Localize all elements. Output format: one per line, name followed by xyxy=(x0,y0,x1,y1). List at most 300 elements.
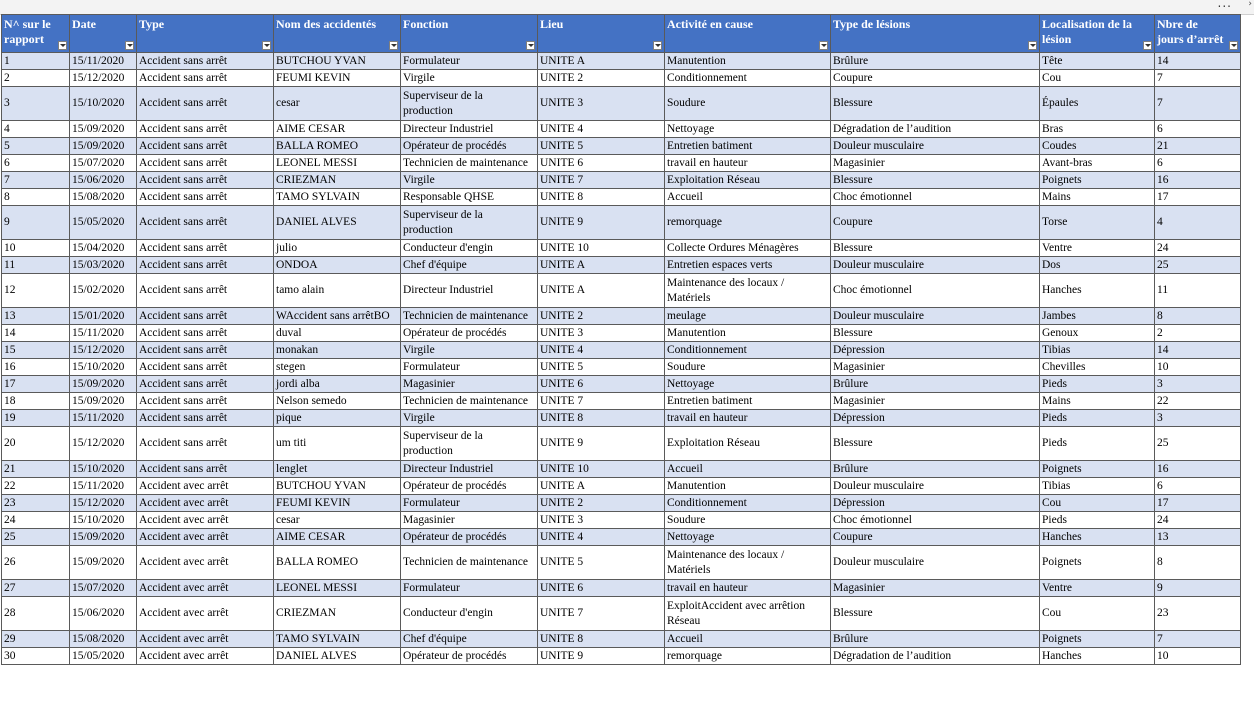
table-cell[interactable]: Accident sans arrêt xyxy=(137,240,274,257)
table-cell[interactable]: Virgile xyxy=(401,342,538,359)
table-cell[interactable]: Poignets xyxy=(1040,546,1155,580)
table-cell[interactable]: Douleur musculaire xyxy=(831,478,1040,495)
table-cell[interactable]: Maintenance des locaux / Matériels xyxy=(665,274,831,308)
table-cell[interactable]: Blessure xyxy=(831,325,1040,342)
table-cell[interactable]: stegen xyxy=(274,359,401,376)
table-cell[interactable]: Opérateur de procédés xyxy=(401,529,538,546)
table-cell[interactable]: 14 xyxy=(2,325,70,342)
table-cell[interactable]: UNITE 10 xyxy=(538,240,665,257)
table-cell[interactable]: Blessure xyxy=(831,172,1040,189)
table-cell[interactable]: Épaules xyxy=(1040,87,1155,121)
table-cell[interactable]: Cou xyxy=(1040,597,1155,631)
table-cell[interactable]: 15/09/2020 xyxy=(70,546,137,580)
table-cell[interactable]: UNITE 9 xyxy=(538,427,665,461)
table-cell[interactable]: Opérateur de procédés xyxy=(401,478,538,495)
table-cell[interactable]: Blessure xyxy=(831,597,1040,631)
table-cell[interactable]: 2 xyxy=(2,70,70,87)
table-cell[interactable]: 15/06/2020 xyxy=(70,172,137,189)
table-cell[interactable]: Entretien batiment xyxy=(665,138,831,155)
table-cell[interactable]: Dégradation de l’audition xyxy=(831,648,1040,665)
table-cell[interactable]: BALLA ROMEO xyxy=(274,546,401,580)
table-cell[interactable]: DANIEL ALVES xyxy=(274,648,401,665)
table-cell[interactable]: Conditionnement xyxy=(665,342,831,359)
table-cell[interactable]: 13 xyxy=(1155,529,1241,546)
table-cell[interactable]: Pieds xyxy=(1040,427,1155,461)
table-cell[interactable]: Accident sans arrêt xyxy=(137,410,274,427)
table-cell[interactable]: Jambes xyxy=(1040,308,1155,325)
table-cell[interactable]: 7 xyxy=(1155,87,1241,121)
table-cell[interactable]: CRIEZMAN xyxy=(274,172,401,189)
table-cell[interactable]: BUTCHOU YVAN xyxy=(274,53,401,70)
table-cell[interactable]: 21 xyxy=(1155,138,1241,155)
table-cell[interactable]: Bras xyxy=(1040,121,1155,138)
table-cell[interactable]: Magasinier xyxy=(401,512,538,529)
table-cell[interactable]: 25 xyxy=(2,529,70,546)
table-cell[interactable]: Magasinier xyxy=(401,376,538,393)
table-cell[interactable]: Accident sans arrêt xyxy=(137,342,274,359)
table-cell[interactable]: 7 xyxy=(1155,70,1241,87)
table-cell[interactable]: Brûlure xyxy=(831,376,1040,393)
table-cell[interactable]: 21 xyxy=(2,461,70,478)
table-cell[interactable]: UNITE 3 xyxy=(538,512,665,529)
table-cell[interactable]: 15/05/2020 xyxy=(70,648,137,665)
table-cell[interactable]: DANIEL ALVES xyxy=(274,206,401,240)
table-cell[interactable]: Douleur musculaire xyxy=(831,138,1040,155)
table-cell[interactable]: 24 xyxy=(2,512,70,529)
table-cell[interactable]: Superviseur de la production xyxy=(401,87,538,121)
table-cell[interactable]: Accident avec arrêt xyxy=(137,648,274,665)
table-cell[interactable]: Superviseur de la production xyxy=(401,206,538,240)
table-cell[interactable]: Accident sans arrêt xyxy=(137,189,274,206)
table-cell[interactable]: 15/03/2020 xyxy=(70,257,137,274)
table-cell[interactable]: UNITE 5 xyxy=(538,359,665,376)
table-cell[interactable]: Nettoyage xyxy=(665,529,831,546)
table-cell[interactable]: duval xyxy=(274,325,401,342)
table-cell[interactable]: UNITE 9 xyxy=(538,648,665,665)
table-cell[interactable]: 8 xyxy=(1155,546,1241,580)
table-cell[interactable]: 15/09/2020 xyxy=(70,393,137,410)
table-cell[interactable]: Accident sans arrêt xyxy=(137,155,274,172)
table-cell[interactable]: 16 xyxy=(2,359,70,376)
table-cell[interactable]: UNITE 8 xyxy=(538,410,665,427)
filter-dropdown-icon[interactable] xyxy=(389,41,398,50)
table-cell[interactable]: 15/12/2020 xyxy=(70,427,137,461)
table-cell[interactable]: Virgile xyxy=(401,70,538,87)
table-cell[interactable]: LEONEL MESSI xyxy=(274,580,401,597)
table-cell[interactable]: Pieds xyxy=(1040,410,1155,427)
table-cell[interactable]: Coupure xyxy=(831,529,1040,546)
table-cell[interactable]: Accident sans arrêt xyxy=(137,257,274,274)
table-cell[interactable]: Cou xyxy=(1040,70,1155,87)
table-cell[interactable]: 8 xyxy=(1155,308,1241,325)
filter-dropdown-icon[interactable] xyxy=(1028,41,1037,50)
table-cell[interactable]: CRIEZMAN xyxy=(274,597,401,631)
table-cell[interactable]: Nelson semedo xyxy=(274,393,401,410)
table-cell[interactable]: UNITE 6 xyxy=(538,580,665,597)
table-cell[interactable]: 15/10/2020 xyxy=(70,359,137,376)
table-cell[interactable]: Nettoyage xyxy=(665,121,831,138)
table-cell[interactable]: Accident avec arrêt xyxy=(137,580,274,597)
table-cell[interactable]: 15/11/2020 xyxy=(70,325,137,342)
table-cell[interactable]: Coupure xyxy=(831,70,1040,87)
table-cell[interactable]: Formulateur xyxy=(401,53,538,70)
table-cell[interactable]: julio xyxy=(274,240,401,257)
table-cell[interactable]: travail en hauteur xyxy=(665,410,831,427)
table-cell[interactable]: UNITE 7 xyxy=(538,393,665,410)
table-cell[interactable]: Magasinier xyxy=(831,359,1040,376)
table-cell[interactable]: 8 xyxy=(2,189,70,206)
table-cell[interactable]: Choc émotionnel xyxy=(831,512,1040,529)
table-cell[interactable]: Mains xyxy=(1040,189,1155,206)
table-cell[interactable]: UNITE 9 xyxy=(538,206,665,240)
table-cell[interactable]: Conditionnement xyxy=(665,495,831,512)
table-cell[interactable]: Brûlure xyxy=(831,53,1040,70)
table-cell[interactable]: Chef d'équipe xyxy=(401,257,538,274)
table-cell[interactable]: remorquage xyxy=(665,206,831,240)
table-cell[interactable]: Dos xyxy=(1040,257,1155,274)
table-cell[interactable]: Ventre xyxy=(1040,240,1155,257)
table-cell[interactable]: Accident avec arrêt xyxy=(137,495,274,512)
table-cell[interactable]: Accident avec arrêt xyxy=(137,597,274,631)
table-cell[interactable]: Poignets xyxy=(1040,172,1155,189)
table-cell[interactable]: 25 xyxy=(1155,257,1241,274)
table-cell[interactable]: Directeur Industriel xyxy=(401,274,538,308)
table-cell[interactable]: 17 xyxy=(2,376,70,393)
table-cell[interactable]: 15/12/2020 xyxy=(70,70,137,87)
table-cell[interactable]: Chef d'équipe xyxy=(401,631,538,648)
table-cell[interactable]: Tibias xyxy=(1040,342,1155,359)
table-cell[interactable]: Accident sans arrêt xyxy=(137,53,274,70)
table-cell[interactable]: 15/09/2020 xyxy=(70,529,137,546)
table-cell[interactable]: 17 xyxy=(1155,495,1241,512)
table-cell[interactable]: 26 xyxy=(2,546,70,580)
table-cell[interactable]: UNITE 7 xyxy=(538,172,665,189)
table-cell[interactable]: 15/10/2020 xyxy=(70,461,137,478)
table-cell[interactable]: 10 xyxy=(1155,648,1241,665)
table-cell[interactable]: Avant-bras xyxy=(1040,155,1155,172)
table-cell[interactable]: travail en hauteur xyxy=(665,580,831,597)
table-cell[interactable]: 10 xyxy=(1155,359,1241,376)
table-cell[interactable]: Accident sans arrêt xyxy=(137,427,274,461)
table-cell[interactable]: Accident avec arrêt xyxy=(137,478,274,495)
table-cell[interactable]: Soudure xyxy=(665,87,831,121)
table-cell[interactable]: cesar xyxy=(274,512,401,529)
table-cell[interactable]: UNITE A xyxy=(538,53,665,70)
table-cell[interactable]: Genoux xyxy=(1040,325,1155,342)
scroll-right-icon[interactable]: › xyxy=(1248,0,1252,9)
table-cell[interactable]: Formulateur xyxy=(401,580,538,597)
filter-dropdown-icon[interactable] xyxy=(125,41,134,50)
table-cell[interactable]: 28 xyxy=(2,597,70,631)
table-cell[interactable]: Accident sans arrêt xyxy=(137,138,274,155)
table-cell[interactable]: BUTCHOU YVAN xyxy=(274,478,401,495)
filter-dropdown-icon[interactable] xyxy=(526,41,535,50)
table-cell[interactable]: Conducteur d'engin xyxy=(401,240,538,257)
table-cell[interactable]: Formulateur xyxy=(401,495,538,512)
filter-dropdown-icon[interactable] xyxy=(819,41,828,50)
table-cell[interactable]: 3 xyxy=(1155,376,1241,393)
table-cell[interactable]: 15/01/2020 xyxy=(70,308,137,325)
table-cell[interactable]: 15/10/2020 xyxy=(70,512,137,529)
table-cell[interactable]: Douleur musculaire xyxy=(831,546,1040,580)
table-cell[interactable]: 22 xyxy=(2,478,70,495)
filter-dropdown-icon[interactable] xyxy=(262,41,271,50)
filter-dropdown-icon[interactable] xyxy=(1229,41,1238,50)
table-cell[interactable]: Poignets xyxy=(1040,461,1155,478)
table-cell[interactable]: Soudure xyxy=(665,512,831,529)
table-cell[interactable]: Douleur musculaire xyxy=(831,257,1040,274)
table-cell[interactable]: Maintenance des locaux / Matériels xyxy=(665,546,831,580)
table-cell[interactable]: Magasinier xyxy=(831,155,1040,172)
table-cell[interactable]: Tête xyxy=(1040,53,1155,70)
table-cell[interactable]: Nettoyage xyxy=(665,376,831,393)
more-options-icon[interactable]: ... xyxy=(1217,0,1232,10)
table-cell[interactable]: FEUMI KEVIN xyxy=(274,495,401,512)
table-cell[interactable]: Accident avec arrêt xyxy=(137,512,274,529)
table-cell[interactable]: Douleur musculaire xyxy=(831,308,1040,325)
table-cell[interactable]: UNITE A xyxy=(538,274,665,308)
table-cell[interactable]: 15/10/2020 xyxy=(70,87,137,121)
table-cell[interactable]: Magasinier xyxy=(831,580,1040,597)
table-cell[interactable]: Dépression xyxy=(831,410,1040,427)
table-cell[interactable]: 9 xyxy=(2,206,70,240)
table-cell[interactable]: Technicien de maintenance xyxy=(401,393,538,410)
table-cell[interactable]: Pieds xyxy=(1040,376,1155,393)
table-cell[interactable]: 15/12/2020 xyxy=(70,495,137,512)
table-cell[interactable]: 15/11/2020 xyxy=(70,53,137,70)
table-cell[interactable]: Mains xyxy=(1040,393,1155,410)
table-cell[interactable]: 3 xyxy=(1155,410,1241,427)
table-cell[interactable]: Brûlure xyxy=(831,631,1040,648)
table-cell[interactable]: Accident avec arrêt xyxy=(137,546,274,580)
table-cell[interactable]: Dépression xyxy=(831,342,1040,359)
table-cell[interactable]: Hanches xyxy=(1040,529,1155,546)
table-cell[interactable]: Exploitation Réseau xyxy=(665,172,831,189)
table-cell[interactable]: Directeur Industriel xyxy=(401,461,538,478)
table-cell[interactable]: Directeur Industriel xyxy=(401,121,538,138)
table-cell[interactable]: WAccident sans arrêtBO xyxy=(274,308,401,325)
table-cell[interactable]: Opérateur de procédés xyxy=(401,138,538,155)
table-cell[interactable]: UNITE 4 xyxy=(538,342,665,359)
table-cell[interactable]: ONDOA xyxy=(274,257,401,274)
table-cell[interactable]: 25 xyxy=(1155,427,1241,461)
table-cell[interactable]: 15/07/2020 xyxy=(70,580,137,597)
table-cell[interactable]: Manutention xyxy=(665,478,831,495)
table-cell[interactable]: UNITE 5 xyxy=(538,138,665,155)
table-cell[interactable]: Technicien de maintenance xyxy=(401,308,538,325)
table-cell[interactable]: 6 xyxy=(1155,478,1241,495)
table-cell[interactable]: Choc émotionnel xyxy=(831,274,1040,308)
table-cell[interactable]: 15 xyxy=(2,342,70,359)
table-cell[interactable]: 15/12/2020 xyxy=(70,342,137,359)
table-cell[interactable]: 15/08/2020 xyxy=(70,189,137,206)
table-cell[interactable]: UNITE 3 xyxy=(538,325,665,342)
table-cell[interactable]: 15/05/2020 xyxy=(70,206,137,240)
table-cell[interactable]: Accident sans arrêt xyxy=(137,87,274,121)
table-cell[interactable]: 15/11/2020 xyxy=(70,478,137,495)
table-cell[interactable]: Dépression xyxy=(831,495,1040,512)
table-cell[interactable]: TAMO SYLVAIN xyxy=(274,189,401,206)
table-cell[interactable]: tamo alain xyxy=(274,274,401,308)
table-cell[interactable]: 11 xyxy=(2,257,70,274)
table-cell[interactable]: UNITE A xyxy=(538,257,665,274)
table-cell[interactable]: Accident sans arrêt xyxy=(137,206,274,240)
filter-dropdown-icon[interactable] xyxy=(653,41,662,50)
table-cell[interactable]: 24 xyxy=(1155,240,1241,257)
filter-dropdown-icon[interactable] xyxy=(1143,41,1152,50)
table-cell[interactable]: Ventre xyxy=(1040,580,1155,597)
table-cell[interactable]: 18 xyxy=(2,393,70,410)
table-cell[interactable]: Hanches xyxy=(1040,648,1155,665)
table-cell[interactable]: UNITE 7 xyxy=(538,597,665,631)
table-cell[interactable]: 15/06/2020 xyxy=(70,597,137,631)
table-cell[interactable]: monakan xyxy=(274,342,401,359)
table-cell[interactable]: Blessure xyxy=(831,87,1040,121)
table-cell[interactable]: UNITE 2 xyxy=(538,308,665,325)
table-cell[interactable]: Collecte Ordures Ménagères xyxy=(665,240,831,257)
table-cell[interactable]: travail en hauteur xyxy=(665,155,831,172)
table-cell[interactable]: 22 xyxy=(1155,393,1241,410)
table-cell[interactable]: Virgile xyxy=(401,172,538,189)
table-cell[interactable]: 15/09/2020 xyxy=(70,121,137,138)
table-cell[interactable]: UNITE 6 xyxy=(538,155,665,172)
table-cell[interactable]: Poignets xyxy=(1040,631,1155,648)
table-cell[interactable]: UNITE 5 xyxy=(538,546,665,580)
table-cell[interactable]: 16 xyxy=(1155,172,1241,189)
table-cell[interactable]: UNITE 4 xyxy=(538,529,665,546)
table-cell[interactable]: Chevilles xyxy=(1040,359,1155,376)
table-cell[interactable]: AIME CESAR xyxy=(274,121,401,138)
table-cell[interactable]: 20 xyxy=(2,427,70,461)
table-cell[interactable]: 1 xyxy=(2,53,70,70)
table-cell[interactable]: Manutention xyxy=(665,325,831,342)
table-cell[interactable]: 15/09/2020 xyxy=(70,376,137,393)
table-cell[interactable]: Accident avec arrêt xyxy=(137,529,274,546)
table-cell[interactable]: Responsable QHSE xyxy=(401,189,538,206)
table-cell[interactable]: Accident sans arrêt xyxy=(137,359,274,376)
table-cell[interactable]: Opérateur de procédés xyxy=(401,325,538,342)
table-cell[interactable]: 5 xyxy=(2,138,70,155)
filter-dropdown-icon[interactable] xyxy=(58,41,67,50)
table-cell[interactable]: 19 xyxy=(2,410,70,427)
table-cell[interactable]: Conditionnement xyxy=(665,70,831,87)
table-cell[interactable]: 30 xyxy=(2,648,70,665)
table-cell[interactable]: 7 xyxy=(1155,631,1241,648)
table-cell[interactable]: 2 xyxy=(1155,325,1241,342)
table-cell[interactable]: Superviseur de la production xyxy=(401,427,538,461)
table-cell[interactable]: 27 xyxy=(2,580,70,597)
table-cell[interactable]: UNITE 4 xyxy=(538,121,665,138)
table-cell[interactable]: AIME CESAR xyxy=(274,529,401,546)
table-cell[interactable]: UNITE 3 xyxy=(538,87,665,121)
table-cell[interactable]: 15/08/2020 xyxy=(70,631,137,648)
table-cell[interactable]: 15/07/2020 xyxy=(70,155,137,172)
table-cell[interactable]: Accueil xyxy=(665,631,831,648)
table-cell[interactable]: Soudure xyxy=(665,359,831,376)
table-cell[interactable]: Technicien de maintenance xyxy=(401,546,538,580)
table-cell[interactable]: um titi xyxy=(274,427,401,461)
table-cell[interactable]: Accident sans arrêt xyxy=(137,376,274,393)
table-cell[interactable]: UNITE 10 xyxy=(538,461,665,478)
table-cell[interactable]: 15/09/2020 xyxy=(70,138,137,155)
table-cell[interactable]: jordi alba xyxy=(274,376,401,393)
table-cell[interactable]: Blessure xyxy=(831,427,1040,461)
table-cell[interactable]: 10 xyxy=(2,240,70,257)
table-cell[interactable]: Pieds xyxy=(1040,512,1155,529)
table-cell[interactable]: Accueil xyxy=(665,189,831,206)
table-cell[interactable]: 23 xyxy=(1155,597,1241,631)
table-cell[interactable]: pique xyxy=(274,410,401,427)
table-cell[interactable]: Manutention xyxy=(665,53,831,70)
table-cell[interactable]: BALLA ROMEO xyxy=(274,138,401,155)
table-cell[interactable]: Accident sans arrêt xyxy=(137,393,274,410)
table-cell[interactable]: 14 xyxy=(1155,53,1241,70)
table-cell[interactable]: 13 xyxy=(2,308,70,325)
table-cell[interactable]: remorquage xyxy=(665,648,831,665)
table-cell[interactable]: Technicien de maintenance xyxy=(401,155,538,172)
table-cell[interactable]: 4 xyxy=(1155,206,1241,240)
table-cell[interactable]: 11 xyxy=(1155,274,1241,308)
table-cell[interactable]: Coudes xyxy=(1040,138,1155,155)
table-cell[interactable]: meulage xyxy=(665,308,831,325)
table-cell[interactable]: Accident avec arrêt xyxy=(137,631,274,648)
table-cell[interactable]: 14 xyxy=(1155,342,1241,359)
table-cell[interactable]: Accueil xyxy=(665,461,831,478)
table-cell[interactable]: 15/11/2020 xyxy=(70,410,137,427)
table-cell[interactable]: Conducteur d'engin xyxy=(401,597,538,631)
table-cell[interactable]: LEONEL MESSI xyxy=(274,155,401,172)
table-cell[interactable]: Torse xyxy=(1040,206,1155,240)
table-cell[interactable]: 6 xyxy=(1155,121,1241,138)
table-cell[interactable]: Exploitation Réseau xyxy=(665,427,831,461)
table-cell[interactable]: TAMO SYLVAIN xyxy=(274,631,401,648)
table-cell[interactable]: lenglet xyxy=(274,461,401,478)
table-cell[interactable]: Accident sans arrêt xyxy=(137,172,274,189)
table-cell[interactable]: 16 xyxy=(1155,461,1241,478)
table-cell[interactable]: Tibias xyxy=(1040,478,1155,495)
table-cell[interactable]: Accident sans arrêt xyxy=(137,308,274,325)
table-cell[interactable]: Hanches xyxy=(1040,274,1155,308)
table-cell[interactable]: 3 xyxy=(2,87,70,121)
table-cell[interactable]: Opérateur de procédés xyxy=(401,648,538,665)
table-cell[interactable]: Formulateur xyxy=(401,359,538,376)
table-cell[interactable]: 29 xyxy=(2,631,70,648)
table-cell[interactable]: UNITE 2 xyxy=(538,495,665,512)
table-cell[interactable]: FEUMI KEVIN xyxy=(274,70,401,87)
table-cell[interactable]: UNITE 2 xyxy=(538,70,665,87)
table-cell[interactable]: Accident sans arrêt xyxy=(137,70,274,87)
table-cell[interactable]: Cou xyxy=(1040,495,1155,512)
table-cell[interactable]: UNITE A xyxy=(538,478,665,495)
table-cell[interactable]: Coupure xyxy=(831,206,1040,240)
table-cell[interactable]: Accident sans arrêt xyxy=(137,461,274,478)
table-cell[interactable]: Blessure xyxy=(831,240,1040,257)
table-cell[interactable]: UNITE 8 xyxy=(538,631,665,648)
table-cell[interactable]: 6 xyxy=(2,155,70,172)
table-cell[interactable]: cesar xyxy=(274,87,401,121)
table-cell[interactable]: 24 xyxy=(1155,512,1241,529)
table-cell[interactable]: Choc émotionnel xyxy=(831,189,1040,206)
table-cell[interactable]: 15/04/2020 xyxy=(70,240,137,257)
table-cell[interactable]: 15/02/2020 xyxy=(70,274,137,308)
table-cell[interactable]: 17 xyxy=(1155,189,1241,206)
table-cell[interactable]: ExploitAccident avec arrêtion Réseau xyxy=(665,597,831,631)
table-cell[interactable]: Brûlure xyxy=(831,461,1040,478)
table-cell[interactable]: Magasinier xyxy=(831,393,1040,410)
table-cell[interactable]: 9 xyxy=(1155,580,1241,597)
table-cell[interactable]: Dégradation de l’audition xyxy=(831,121,1040,138)
table-cell[interactable]: Accident sans arrêt xyxy=(137,121,274,138)
